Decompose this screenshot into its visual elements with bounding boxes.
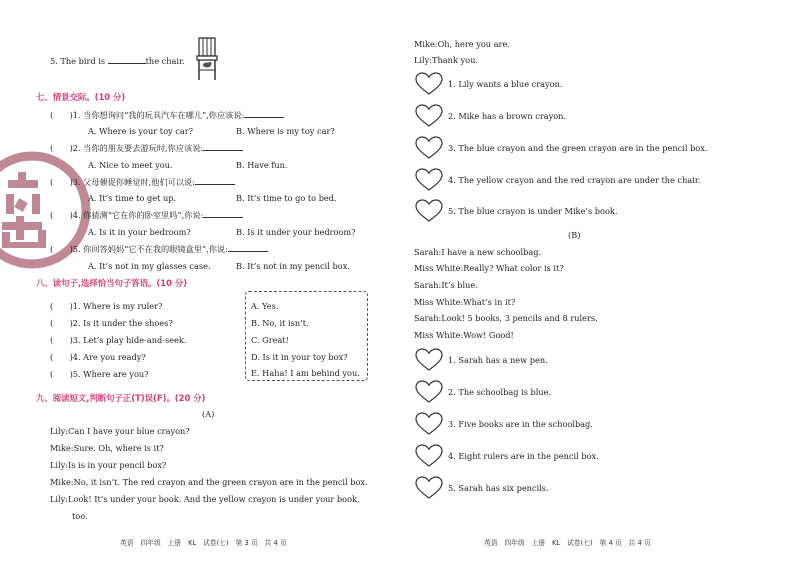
dialogue-line: Mike:No, it isn’t. The red crayon and the green crayon are in the pencil box. <box>50 477 368 487</box>
heart-answer-icon[interactable] <box>415 412 443 436</box>
section-9-title: 九、阅读短文,判断句子正(T)误(F)。(20 分) <box>36 393 206 403</box>
dialogue-line: Sarah:Look! 5 books, 3 pencils and 8 rulers. <box>414 313 598 323</box>
answer-paren[interactable]: ( ) <box>50 177 73 187</box>
sec7-q3: ( )3. 父母催促你睡觉时,他们可以说: <box>50 177 235 188</box>
heart-answer-icon[interactable] <box>415 444 443 468</box>
statement-b3: 3. Five books are in the schoolbag. <box>448 419 593 429</box>
statement-a2: 2. Mike has a brown crayon. <box>448 111 567 121</box>
answer-paren[interactable]: ( ) <box>50 110 73 120</box>
dialogue-line: Sarah:I have a new schoolbag. <box>414 247 542 257</box>
section-8-title: 八、读句子,选择恰当句子答语。(10 分) <box>36 278 188 288</box>
heart-answer-icon[interactable] <box>415 476 443 500</box>
sec8-q2: ( )2. Is it under the shoes? <box>50 318 173 328</box>
dialogue-line: Lily:Is is in your pencil box? <box>50 460 167 470</box>
heart-answer-icon[interactable] <box>415 72 443 96</box>
sec7-q3-b: B. It’s time to go to bed. <box>236 193 337 203</box>
sec7-q1-b: B. Where is my toy car? <box>236 126 335 136</box>
heart-answer-icon[interactable] <box>415 104 443 128</box>
answer-paren[interactable]: ( ) <box>50 244 73 254</box>
answer-blank[interactable] <box>244 110 284 118</box>
statement-a3: 3. The blue crayon and the green crayon are in the pencil box. <box>448 143 708 153</box>
right-page-footer: 英语 四年级 上册 KL 试卷(七) 第 4 页 共 4 页 <box>484 539 651 547</box>
option-b: B. No, it isn’t. <box>251 318 309 328</box>
heart-answer-icon[interactable] <box>415 168 443 192</box>
passage-b-label: (B) <box>568 230 581 240</box>
heart-answer-icon[interactable] <box>415 348 443 372</box>
sec7-q4-b: B. Is it under your bedroom? <box>236 227 356 237</box>
dialogue-line: Miss White:Really? What color is it? <box>414 263 564 273</box>
sec8-q1: ( )1. Where is my ruler? <box>50 301 163 311</box>
sec7-q4-a: A. Is it in your bedroom? <box>88 227 191 237</box>
dialogue-line: Lily:Thank you. <box>414 55 478 65</box>
dialogue-line: Mike:Sure. Oh, where is it? <box>50 443 164 453</box>
sec7-q5-b: B. It’s not in my pencil box. <box>236 261 350 271</box>
sec7-q5-a: A. It’s not in my glasses case. <box>88 261 211 271</box>
passage-a-label: (A) <box>202 409 215 419</box>
answer-blank[interactable] <box>228 244 268 252</box>
statement-a1: 1. Lily wants a blue crayon. <box>448 79 563 89</box>
dialogue-line: Lily:Look! It’s under your book. And the yellow crayon is under your book, <box>50 494 360 504</box>
sec7-q2-b: B. Have fun. <box>236 160 288 170</box>
sec8-q5: ( )5. Where are you? <box>50 369 149 379</box>
sec8-q3: ( )3. Let’s play hide-and-seek. <box>50 335 187 345</box>
heart-answer-icon[interactable] <box>415 136 443 160</box>
sec7-q4: ( )4. 你猜测“它在你的卧室里吗”,你说: <box>50 210 243 221</box>
heart-answer-icon[interactable] <box>415 380 443 404</box>
sec7-q2-a: A. Nice to meet you. <box>88 160 173 170</box>
dialogue-line: Miss White:Wow! Good! <box>414 330 514 340</box>
sec8-q4: ( )4. Are you ready? <box>50 352 146 362</box>
statement-a4: 4. The yellow crayon and the red crayon are under the chair. <box>448 175 701 185</box>
dialogue-line: too. <box>72 511 88 521</box>
dialogue-line: Miss White:What’s in it? <box>414 297 516 307</box>
sec7-q1: ( )1. 当你想询问“我的玩具汽车在哪儿”,你应该说: <box>50 110 284 121</box>
option-c: C. Great! <box>251 335 289 345</box>
sec7-q5: ( )5. 你回答妈妈“它不在我的眼镜盒里”,你说: <box>50 244 268 255</box>
answer-paren[interactable]: ( ) <box>50 210 73 220</box>
sec7-q2: ( )2. 当你的朋友要去游玩时,你应该说: <box>50 143 243 154</box>
answer-blank[interactable] <box>203 210 243 218</box>
option-a: A. Yes. <box>251 301 279 311</box>
option-d: D. Is it in your toy box? <box>251 352 348 362</box>
statement-b1: 1. Sarah has a new pen. <box>448 355 548 365</box>
answer-blank[interactable] <box>195 177 235 185</box>
heart-answer-icon[interactable] <box>415 199 443 223</box>
question-5-bird: 5. The bird is the chair. <box>50 56 185 66</box>
statement-b5: 5. Sarah has six pencils. <box>448 483 549 493</box>
left-page-footer: 英语 四年级 上册 KL 试卷(七) 第 3 页 共 4 页 <box>120 539 287 547</box>
chair-bird-icon <box>196 36 218 82</box>
section-7-title: 七、情景交际。(10 分) <box>36 92 126 102</box>
dialogue-line: Lily:Can I have your blue crayon? <box>50 426 190 436</box>
answer-blank[interactable] <box>203 143 243 151</box>
statement-b4: 4. Eight rulers are in the pencil box. <box>448 451 599 461</box>
sec7-q1-a: A. Where is your toy car? <box>88 126 193 136</box>
options-box <box>245 291 368 381</box>
statement-a5: 5. The blue crayon is under Mike’s book. <box>448 206 618 216</box>
option-e: E. Haha! I am behind you. <box>251 368 360 378</box>
answer-paren[interactable]: ( ) <box>50 143 73 153</box>
statement-b2: 2. The schoolbag is blue. <box>448 387 552 397</box>
answer-blank[interactable] <box>108 56 146 64</box>
dialogue-line: Sarah:It’s blue. <box>414 280 478 290</box>
dialogue-line: Mike:Oh, here you are. <box>414 39 510 49</box>
sec7-q3-a: A. It’s time to get up. <box>88 193 177 203</box>
